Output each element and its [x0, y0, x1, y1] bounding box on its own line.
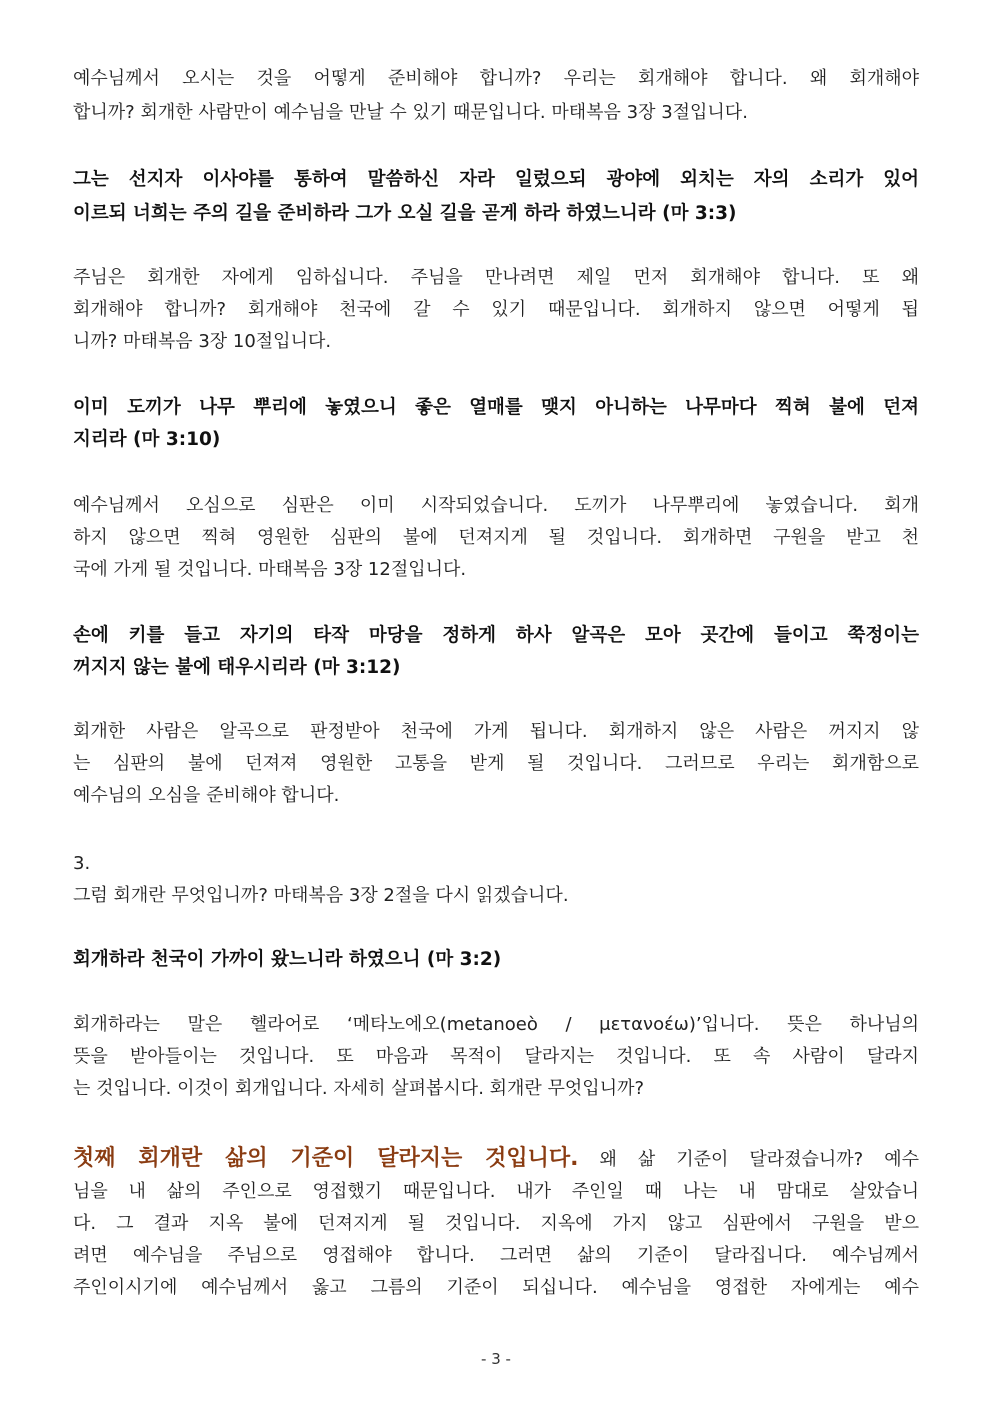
- page-number: - 3 -: [481, 1350, 511, 1368]
- verse-line: 회개하라 천국이 가까이 왔느니라 하였으니 (마 3:2): [73, 949, 502, 970]
- text-line: [73, 1143, 919, 1175]
- text-line: 예수님께서 오시는 것을 어떻게 준비해야 합니까? 우리는 회개해야 합니다. 왜 회개해야: [73, 68, 919, 89]
- text-line: 는 것입니다. 이것이 회개입니다. 자세히 살펴봅시다. 회개란 무엇입니까?: [73, 1078, 645, 1099]
- text-line: 려면 예수님을 주님으로 영접해야 합니다. 그러면 삶의 기준이 달라집니다. 예수님께서: [73, 1245, 919, 1266]
- text-line: 국에 가게 될 것입니다. 마태복음 3장 12절입니다.: [73, 559, 467, 580]
- section-number: 3.: [73, 853, 91, 874]
- text-line: 예수님께서 오심으로 심판은 이미 시작되었습니다. 도끼가 나무뿌리에 놓였습니다. 회개: [73, 495, 919, 516]
- text-line: 하지 않으면 찍혀 영원한 심판의 불에 던져지게 될 것입니다. 회개하면 구원을 받고 천: [73, 527, 919, 548]
- verse-line: 이르되 너희는 주의 길을 준비하라 그가 오실 길을 곧게 하라 하였느니라 (마 3:3): [73, 203, 737, 224]
- highlight-heading: 첫째 회개란 삶의 기준이 달라지는 것입니다.: [73, 1146, 579, 1171]
- text-line: 그럼 회개란 무엇입니까? 마태복음 3장 2절을 다시 읽겠습니다.: [73, 885, 569, 906]
- text-line: 회개해야 합니까? 회개해야 천국에 갈 수 있기 때문입니다. 회개하지 않으면 어떻게 됩: [73, 299, 919, 320]
- text-line: 회개하라는 말은 헬라어로 ‘메타노에오(metanoeò / μετανοέω)’입니다. 뜻은 하나님의: [73, 1014, 919, 1035]
- text-line: 뜻을 받아들이는 것입니다. 또 마음과 목적이 달라지는 것입니다. 또 속 사람이 달라지: [73, 1046, 919, 1067]
- text-line: 주님은 회개한 자에게 임하십니다. 주님을 만나려면 제일 먼저 회개해야 합니다. 또 왜: [73, 267, 919, 288]
- verse-line: 이미 도끼가 나무 뿌리에 놓였으니 좋은 열매를 맺지 아니하는 나무마다 찍혀 불에 던져: [73, 397, 919, 418]
- text-line: 회개한 사람은 알곡으로 판정받아 천국에 가게 됩니다. 회개하지 않은 사람은 꺼지지 않: [73, 721, 919, 742]
- verse-line: 손에 키를 들고 자기의 타작 마당을 정하게 하사 알곡은 모아 곳간에 들이고 쭉정이는: [73, 625, 919, 646]
- text-line: 주인이시기에 예수님께서 옳고 그름의 기준이 되십니다. 예수님을 영접한 자에게는 예수: [73, 1277, 919, 1298]
- verse-line: 지리라 (마 3:10): [73, 429, 221, 450]
- text-line: 님을 내 삶의 주인으로 영접했기 때문입니다. 내가 주인일 때 나는 내 맘대로 살았습니: [73, 1181, 919, 1202]
- text-line: 합니까? 회개한 사람만이 예수님을 만날 수 있기 때문입니다. 마태복음 3장 3절입니다.: [73, 102, 748, 123]
- verse-line: 그는 선지자 이사야를 통하여 말씀하신 자라 일렀으되 광야에 외치는 자의 소리가 있어: [73, 169, 919, 190]
- text-line: 니까? 마태복음 3장 10절입니다.: [73, 331, 332, 352]
- text-line: 예수님의 오심을 준비해야 합니다.: [73, 785, 340, 806]
- text-line: 는 심판의 불에 던져져 영원한 고통을 받게 될 것입니다. 그러므로 우리는 회개함으로: [73, 753, 919, 774]
- text-line: 다. 그 결과 지옥 불에 던져지게 될 것입니다. 지옥에 가지 않고 심판에서 구원을 받으: [73, 1213, 919, 1234]
- verse-line: 꺼지지 않는 불에 태우시리라 (마 3:12): [73, 657, 401, 678]
- text-span: 왜 삶 기준이 달라졌습니까? 예수: [578, 1149, 919, 1170]
